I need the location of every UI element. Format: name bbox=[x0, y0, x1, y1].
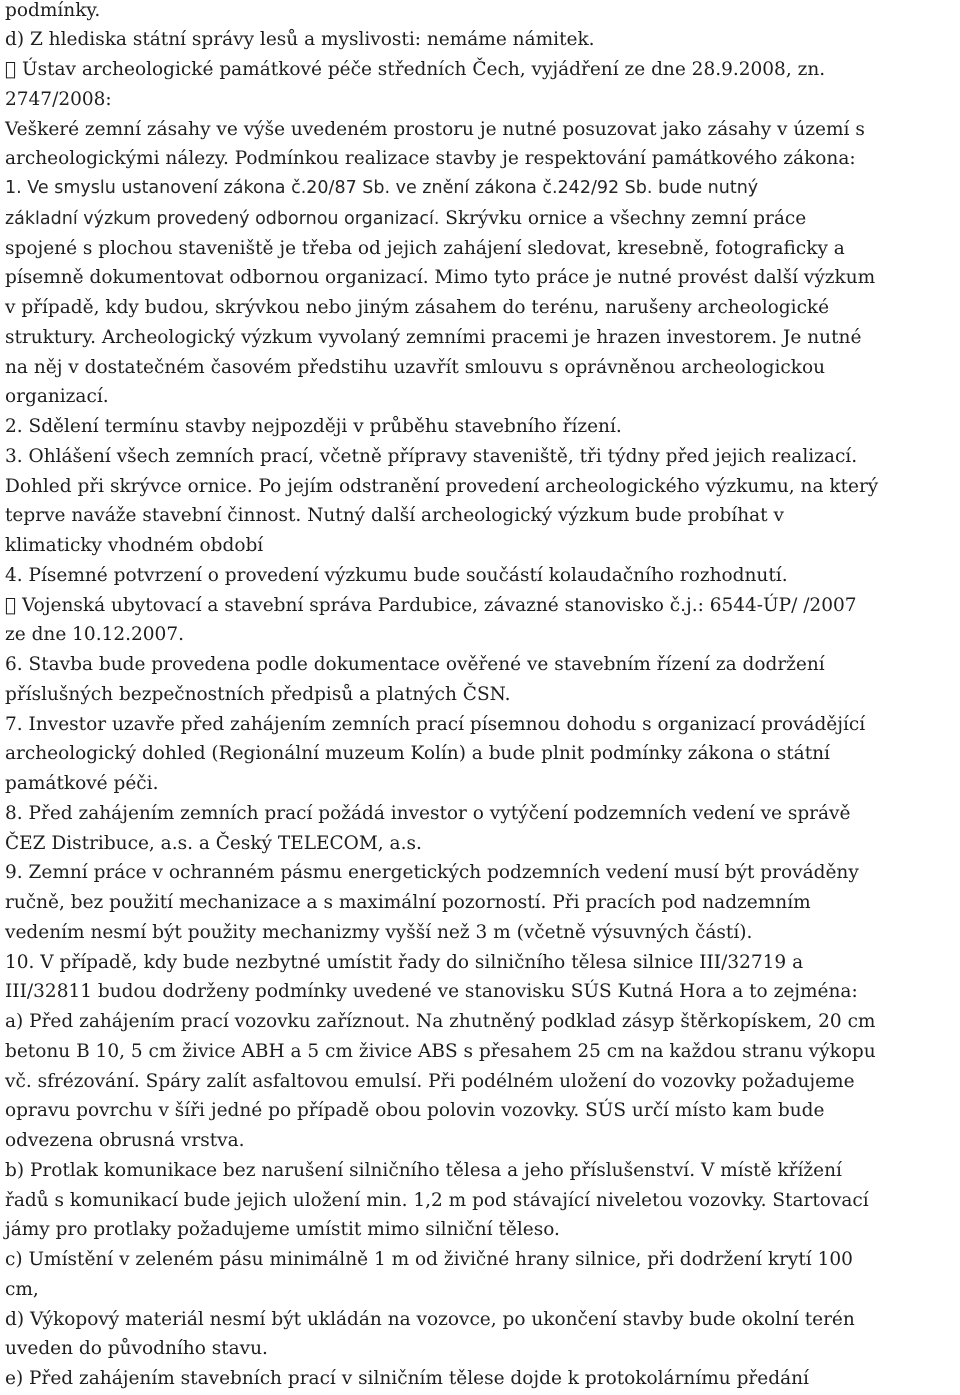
text-line: 7. Investor uzavře před zahájením zemních prací písemnou dohodu s organizací provádějící bbox=[5, 713, 866, 735]
text-line: 3. Ohlášení všech zemních prací, včetně přípravy staveniště, tři týdny před jejich realizací. bbox=[5, 445, 858, 467]
text-line: ČEZ Distribuce, a.s. a Český TELECOM, a.s. bbox=[5, 832, 422, 854]
text-line: uveden do původního stavu. bbox=[5, 1338, 268, 1360]
text-line: Dohled při skrývce ornice. Po jejím odstranění provedení archeologického výzkumu, na který bbox=[5, 475, 879, 497]
text-line: odvezena obrusná vrstva. bbox=[5, 1130, 245, 1151]
text-line: 8. Před zahájením zemních prací požádá investor o vytýčení podzemních vedení ve správě bbox=[5, 802, 851, 824]
text-line: 4. Písemné potvrzení o provedení výzkumu bude součástí kolaudačního rozhodnutí. bbox=[5, 564, 788, 586]
text-line: betonu B 10, 5 cm živice ABH a 5 cm živice ABS s přesahem 25 cm na každou stranu výkopu bbox=[5, 1040, 876, 1062]
text-line: teprve naváže stavební činnost. Nutný další archeologický výzkum bude probíhat v bbox=[5, 505, 784, 527]
text-line: III/32811 budou dodrženy podmínky uvedené ve stanovisku SÚS Kutná Hora a to zejména: bbox=[5, 981, 858, 1003]
text-segment: Skrývku ornice a všechny zemní práce bbox=[439, 207, 807, 229]
text-line: a) Před zahájením prací vozovku zaříznout. Na zhutněný podklad zásyp štěrkopískem, 20 cm bbox=[5, 1011, 876, 1032]
text-line: 9. Zemní práce v ochranném pásmu energetických podzemních vedení musí být prováděny bbox=[5, 862, 859, 884]
text-line bbox=[5, 204, 806, 234]
text-line: 2747/2008: bbox=[5, 88, 112, 110]
text-line: d) Výkopový materiál nesmí být ukládán na vozovce, po ukončení stavby bude okolní terén bbox=[5, 1308, 855, 1330]
text-line: písemně dokumentovat odbornou organizací. Mimo tyto práce je nutné provést další výzkum bbox=[5, 267, 876, 289]
text-line: klimaticky vhodném období bbox=[5, 535, 264, 556]
text-line: Vojenská ubytovací a stavební správa Pardubice, závazné stanovisko č.j.: 6544-ÚP/ /2007 bbox=[5, 594, 852, 616]
text-line: archeologický dohled (Regionální muzeum Kolín) a bude plnit podmínky zákona o státní bbox=[5, 743, 830, 765]
text-line: v případě, kdy budou, skrývkou nebo jiným zásahem do terénu, narušeny archeologické bbox=[5, 297, 830, 318]
text-line: Veškeré zemní zásahy ve výše uvedeném prostoru je nutné posuzovat jako zásahy v území s bbox=[5, 118, 865, 140]
text-line: b) Protlak komunikace bez narušení silničního tělesa a jeho příslušenství. V místě křížení bbox=[5, 1159, 842, 1181]
text-line: d) Z hlediska státní správy lesů a myslivosti: nemáme námitek. bbox=[5, 29, 595, 51]
text-line: organizací. bbox=[5, 386, 109, 408]
text-line: cm, bbox=[5, 1278, 39, 1300]
text-line: vedením nesmí být použity mechanizmy vyšší než 3 m (včetně výsuvných částí). bbox=[5, 921, 753, 943]
text-line: vč. sfrézování. Spáry zalít asfaltovou emulsí. Při podélném uložení do vozovky požadujeme bbox=[5, 1070, 855, 1092]
text-line: podmínky. bbox=[5, 0, 101, 21]
text-line: ručně, bez použití mechanizace a s maximální pozorností. Při pracích pod nadzemním bbox=[5, 892, 811, 913]
text-line: struktury. Archeologický výzkum vyvolaný zemními pracemi je hrazen investorem. Je nutné bbox=[5, 326, 862, 348]
text-line: řadů s komunikací bude jejich uložení min. 1,2 m pod stávající niveletou vozovky. Startovací bbox=[5, 1189, 869, 1211]
text-line: jámy pro protlaky požadujeme umístit mimo silniční těleso. bbox=[5, 1219, 560, 1241]
text-line: 1. Ve smyslu ustanovení zákona č.20/87 Sb. ve znění zákona č.242/92 Sb. bude nutný bbox=[5, 178, 759, 198]
text-line: 10. V případě, kdy bude nezbytné umístit řady do silničního tělesa silnice III/32719 a bbox=[5, 951, 804, 973]
document-text bbox=[5, 0, 955, 1394]
text-segment: základní výzkum provedený odbornou organizací. bbox=[5, 208, 440, 229]
text-line: na něj v dostatečném časovém předstihu uzavřít smlouvu s oprávněnou archeologickou bbox=[5, 356, 826, 378]
text-line: 6. Stavba bude provedena podle dokumentace ověřené ve stavebním řízení za dodržení bbox=[5, 654, 825, 675]
text-line: ze dne 10.12.2007. bbox=[5, 624, 184, 646]
text-line: Ústav archeologické památkové péče středních Čech, vyjádření ze dne 28.9.2008, zn. bbox=[5, 59, 820, 80]
text-line: e) Před zahájením stavebních prací v silničním tělese dojde k protokolárnímu předání bbox=[5, 1368, 809, 1389]
text-line: archeologickými nálezy. Podmínkou realizace stavby je respektování památkového zákona: bbox=[5, 148, 856, 170]
text-line: spojené s plochou staveniště je třeba od jejich zahájení sledovat, kresebně, fotograficky a bbox=[5, 237, 845, 259]
text-line: památkové péči. bbox=[5, 773, 159, 794]
text-line: 2. Sdělení termínu stavby nejpozději v průběhu stavebního řízení. bbox=[5, 416, 622, 437]
text-line: c) Umístění v zeleném pásu minimálně 1 m od živičné hrany silnice, při dodržení krytí 100 bbox=[5, 1249, 853, 1270]
text-line: příslušných bezpečnostních předpisů a platných ČSN. bbox=[5, 683, 511, 705]
text-line: opravu povrchu v šíři jedné po případě obou polovin vozovky. SÚS určí místo kam bude bbox=[5, 1100, 825, 1122]
